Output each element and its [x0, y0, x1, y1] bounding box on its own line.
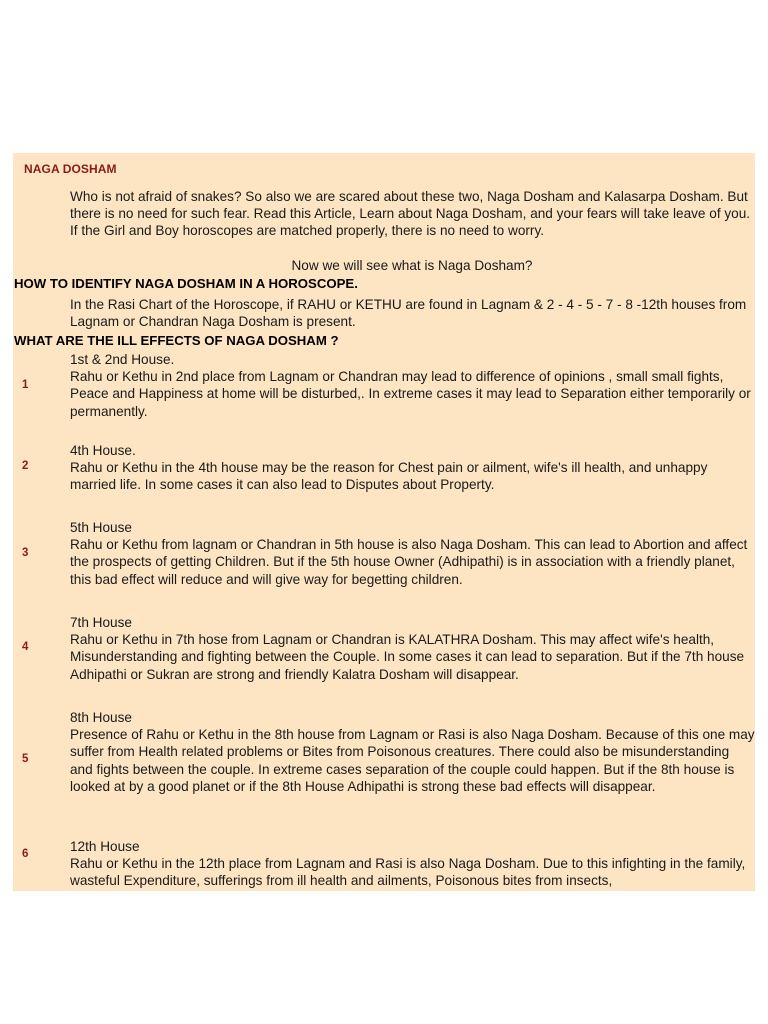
page-title: NAGA DOSHAM	[24, 162, 117, 176]
section-heading-identify: HOW TO IDENTIFY NAGA DOSHAM IN A HOROSCOPE.	[14, 276, 358, 291]
effect-house-title: 4th House.	[70, 443, 136, 458]
effect-item	[70, 442, 755, 494]
effect-description: Rahu or Kethu in the 4th house may be the reason for Chest pain or ailment, wife's ill health, and unhappy married life. In some cases it can also lead to Disputes about Property.	[70, 460, 708, 493]
effect-item	[70, 614, 755, 683]
section-heading-effects: WHAT ARE THE ILL EFFECTS OF NAGA DOSHAM ?	[14, 333, 339, 348]
effect-number: 1	[22, 379, 29, 391]
document-page	[13, 153, 755, 891]
effect-number: 3	[22, 547, 29, 559]
effect-house-title: 7th House	[70, 615, 132, 630]
effect-item	[70, 838, 755, 890]
intro-question: Now we will see what is Naga Dosham?	[291, 258, 533, 273]
effect-house-title: 5th House	[70, 520, 132, 535]
effect-house-title: 12th House	[70, 839, 140, 854]
effect-item	[70, 519, 755, 588]
effect-description: Rahu or Kethu in the 12th place from Lagnam and Rasi is also Naga Dosham. Due to this infighting in the family, wasteful Expenditure, sufferings from ill health and ailments, Poisonous bites from insects,	[70, 856, 746, 889]
effect-number: 6	[22, 848, 29, 860]
effect-number: 4	[22, 641, 29, 653]
intro-paragraph: Who is not afraid of snakes? So also we are scared about these two, Naga Dosham and Kalasarpa Dosham. But there is no need for such fear. Read this Article, Learn about Naga Dosham, and your fears will take leave of you. If the Girl and Boy horoscopes are matched properly, there is no need to worry.	[70, 189, 751, 239]
effect-house-title: 8th House	[70, 710, 132, 725]
effect-description: Rahu or Kethu from lagnam or Chandran in 5th house is also Naga Dosham. This can lead to Abortion and affect the prospects of getting Children. But if the 5th house Owner (Adhipathi) is in association with a friendly planet, this bad effect will reduce and will give way for begetting children.	[70, 537, 748, 587]
identify-paragraph: In the Rasi Chart of the Horoscope, if RAHU or KETHU are found in Lagnam & 2 - 4 - 5 - 7 - 8 -12th houses from Lagnam or Chandran Naga Dosham is present.	[70, 297, 747, 330]
effect-number: 5	[22, 753, 29, 765]
effect-description: Presence of Rahu or Kethu in the 8th house from Lagnam or Rasi is also Naga Dosham. Because of this one may suffer from Health related problems or Bites from Poisonous creatures. There could also be misunderstanding and fights between the couple. In extreme cases separation of the couple could happen. But if the 8th house is looked at by a good planet or if the 8th House Adhipathi is strong these bad effects will disappear.	[70, 727, 755, 794]
effect-item	[70, 351, 755, 420]
effect-number: 2	[22, 460, 29, 472]
effect-description: Rahu or Kethu in 7th hose from Lagnam or Chandran is KALATHRA Dosham. This may affect wife's health, Misunderstanding and fighting between the Couple. In some cases it can lead to separation. But if the 7th house Adhipathi or Sukran are strong and friendly Kalatra Dosham will disappear.	[70, 632, 745, 682]
effect-house-title: 1st & 2nd House.	[70, 352, 175, 367]
effect-description: Rahu or Kethu in 2nd place from Lagnam or Chandran may lead to difference of opinions , small small fights, Peace and Happiness at home will be disturbed,. In extreme cases it may lead to Separation either temporarily or permanently.	[70, 369, 751, 419]
effect-item	[70, 709, 755, 795]
